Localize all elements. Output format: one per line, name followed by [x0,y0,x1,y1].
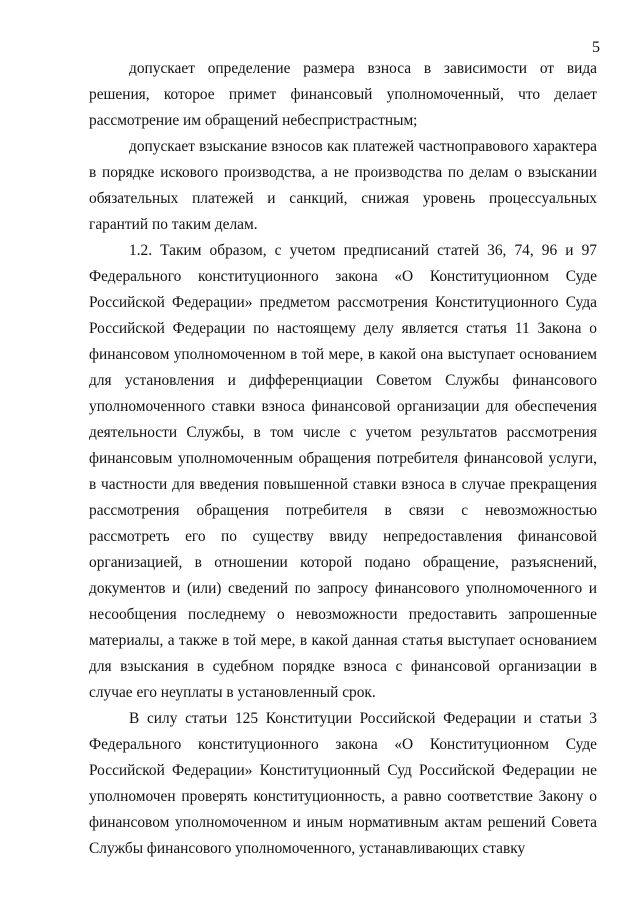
paragraph-2: допускает взыскание взносов как платежей частноправового характера в порядке искового производства, а не производства по делам о взыскании обязательных платежей и санкций, снижая уровень процессуальных гарантий по таким делам. [89,138,597,233]
paragraph-1: допускает определение размера взноса в зависимости от вида решения, которое примет финансовый уполномоченный, что делает рассмотрение им обращений небеспристрастным; [89,60,597,129]
document-body [89,56,597,862]
page-number: 5 [592,39,600,56]
paragraph-3: 1.2. Таким образом, с учетом предписаний статей 36, 74, 96 и 97 Федерального конституционного закона «О Конституционном Суде Российской Федерации» предметом рассмотрения Конституционного Суда Российской Федерации по настоящему делу является статья 11 Закона о финансовом уполномоченном в той мере, в какой она выступает основанием для установления и дифференциации Советом Службы финансового уполномоченного ставки взноса финансовой организации для обеспечения деятельности Службы, в том числе с учетом результатов рассмотрения финансовым уполномоченным обращения потребителя финансовой услуги, в частности для введения повышенной ставки взноса в случае прекращения рассмотрения обращения потребителя в связи с невозможностью рассмотреть его по существу ввиду непредоставления финансовой организацией, в отношении которой подано обращение, разъяснений, документов и (или) сведений по запросу финансового уполномоченного и несообщения последнему о невозможности предоставить запрошенные материалы, а также в той мере, в какой данная статья выступает основанием для взыскания в судебном порядке взноса с финансовой организации в случае его неуплаты в установленный срок. [89,242,597,701]
paragraph-4: В силу статьи 125 Конституции Российской Федерации и статьи 3 Федерального конституционного закона «О Конституционном Суде Российской Федерации» Конституционный Суд Российской Федерации не уполномочен проверять конституционность, а равно соответствие Закону о финансовом уполномоченном и иным нормативным актам решений Совета Службы финансового уполномоченного, устанавливающих ставку [89,710,597,857]
